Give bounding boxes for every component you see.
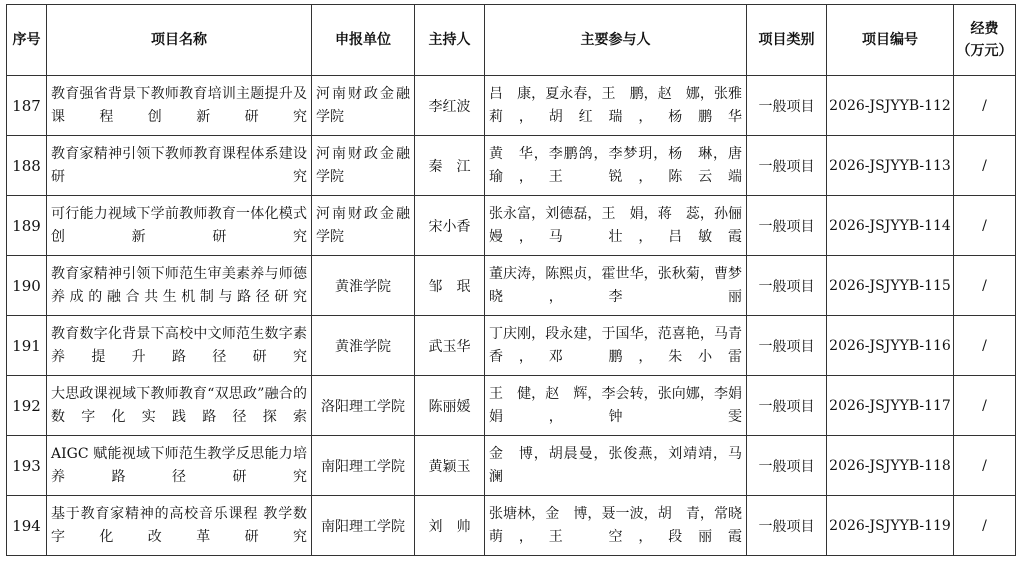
header-name: 项目名称 bbox=[47, 5, 312, 76]
cell-category: 一般项目 bbox=[747, 196, 827, 256]
cell-category: 一般项目 bbox=[747, 376, 827, 436]
cell-index: 187 bbox=[7, 76, 47, 136]
cell-index: 191 bbox=[7, 316, 47, 376]
cell-code: 2026-JSJYYB-118 bbox=[827, 436, 954, 496]
cell-fund: / bbox=[954, 256, 1016, 316]
table-row bbox=[7, 76, 1016, 136]
cell-name: AIGC 赋能视域下师范生教学反思能力培养路径研究 bbox=[47, 436, 312, 496]
cell-unit: 河南财政金融学院 bbox=[312, 196, 415, 256]
cell-index: 188 bbox=[7, 136, 47, 196]
cell-host: 秦 江 bbox=[415, 136, 485, 196]
cell-name: 教育数字化背景下高校中文师范生数字素养提升路径研究 bbox=[47, 316, 312, 376]
table-row bbox=[7, 136, 1016, 196]
cell-participants: 王 健，赵 辉，李会转，张向娜，李娟娟，钟 雯 bbox=[485, 376, 747, 436]
cell-participants: 吕 康，夏永春，王 鹏，赵 娜，张雅莉，胡红瑞，杨鹏华 bbox=[485, 76, 747, 136]
cell-category: 一般项目 bbox=[747, 256, 827, 316]
cell-name: 可行能力视域下学前教师教育一体化模式创新研究 bbox=[47, 196, 312, 256]
cell-unit: 洛阳理工学院 bbox=[312, 376, 415, 436]
cell-unit: 黄淮学院 bbox=[312, 256, 415, 316]
table-row bbox=[7, 256, 1016, 316]
table-row bbox=[7, 376, 1016, 436]
cell-fund: / bbox=[954, 136, 1016, 196]
table-row bbox=[7, 496, 1016, 556]
cell-unit: 黄淮学院 bbox=[312, 316, 415, 376]
table-row bbox=[7, 196, 1016, 256]
cell-index: 194 bbox=[7, 496, 47, 556]
cell-fund: / bbox=[954, 376, 1016, 436]
cell-index: 189 bbox=[7, 196, 47, 256]
cell-host: 武玉华 bbox=[415, 316, 485, 376]
cell-participants: 丁庆刚，段永建，于国华，范喜艳，马青香，邓 鹏，朱小雷 bbox=[485, 316, 747, 376]
cell-name: 基于教育家精神的高校音乐课程 教学数字化改革研究 bbox=[47, 496, 312, 556]
cell-code: 2026-JSJYYB-113 bbox=[827, 136, 954, 196]
cell-name: 教育家精神引领下教师教育课程体系建设研究 bbox=[47, 136, 312, 196]
cell-host: 刘 帅 bbox=[415, 496, 485, 556]
cell-category: 一般项目 bbox=[747, 496, 827, 556]
cell-category: 一般项目 bbox=[747, 136, 827, 196]
cell-code: 2026-JSJYYB-115 bbox=[827, 256, 954, 316]
cell-code: 2026-JSJYYB-119 bbox=[827, 496, 954, 556]
cell-host: 李红波 bbox=[415, 76, 485, 136]
cell-participants: 金 博，胡晨曼，张俊燕，刘靖靖，马 澜 bbox=[485, 436, 747, 496]
cell-index: 190 bbox=[7, 256, 47, 316]
cell-host: 邹 珉 bbox=[415, 256, 485, 316]
cell-code: 2026-JSJYYB-114 bbox=[827, 196, 954, 256]
cell-code: 2026-JSJYYB-112 bbox=[827, 76, 954, 136]
table-row bbox=[7, 436, 1016, 496]
project-table bbox=[6, 4, 1016, 556]
cell-participants: 张永富，刘德磊，王 娟，蒋 蕊，孙俪嫚，马 壮，吕敏霞 bbox=[485, 196, 747, 256]
table-header-row bbox=[7, 5, 1016, 76]
header-fund-line2: （万元） bbox=[956, 43, 1013, 59]
cell-category: 一般项目 bbox=[747, 436, 827, 496]
cell-fund: / bbox=[954, 196, 1016, 256]
cell-category: 一般项目 bbox=[747, 316, 827, 376]
cell-index: 193 bbox=[7, 436, 47, 496]
cell-code: 2026-JSJYYB-117 bbox=[827, 376, 954, 436]
cell-host: 黄颖玉 bbox=[415, 436, 485, 496]
cell-index: 192 bbox=[7, 376, 47, 436]
cell-participants: 张塘林，金 博，聂一波，胡 青，常晓萌，王 空，段丽霞 bbox=[485, 496, 747, 556]
header-index: 序号 bbox=[7, 5, 47, 76]
header-host: 主持人 bbox=[415, 5, 485, 76]
cell-name: 教育家精神引领下师范生审美素养与师德养成的融合共生机制与路径研究 bbox=[47, 256, 312, 316]
cell-unit: 南阳理工学院 bbox=[312, 496, 415, 556]
header-category: 项目类别 bbox=[747, 5, 827, 76]
cell-host: 宋小香 bbox=[415, 196, 485, 256]
cell-host: 陈丽媛 bbox=[415, 376, 485, 436]
cell-category: 一般项目 bbox=[747, 76, 827, 136]
cell-fund: / bbox=[954, 316, 1016, 376]
cell-participants: 黄 华，李鹏鸽，李梦玥，杨 琳，唐 瑜，王 锐，陈云端 bbox=[485, 136, 747, 196]
cell-unit: 河南财政金融学院 bbox=[312, 76, 415, 136]
cell-participants: 董庆涛，陈熙贞，霍世华，张秋菊，曹梦晓，李 丽 bbox=[485, 256, 747, 316]
cell-name: 教育强省背景下教师教育培训主题提升及课程创新研究 bbox=[47, 76, 312, 136]
cell-unit: 南阳理工学院 bbox=[312, 436, 415, 496]
cell-fund: / bbox=[954, 496, 1016, 556]
cell-name: 大思政课视域下教师教育“双思政”融合的数字化实践路径探索 bbox=[47, 376, 312, 436]
table-row bbox=[7, 316, 1016, 376]
header-unit: 申报单位 bbox=[312, 5, 415, 76]
header-fund-line1: 经费 bbox=[970, 21, 999, 37]
header-fund bbox=[954, 5, 1016, 76]
cell-code: 2026-JSJYYB-116 bbox=[827, 316, 954, 376]
cell-fund: / bbox=[954, 436, 1016, 496]
header-participants: 主要参与人 bbox=[485, 5, 747, 76]
header-code: 项目编号 bbox=[827, 5, 954, 76]
cell-fund: / bbox=[954, 76, 1016, 136]
cell-unit: 河南财政金融学院 bbox=[312, 136, 415, 196]
